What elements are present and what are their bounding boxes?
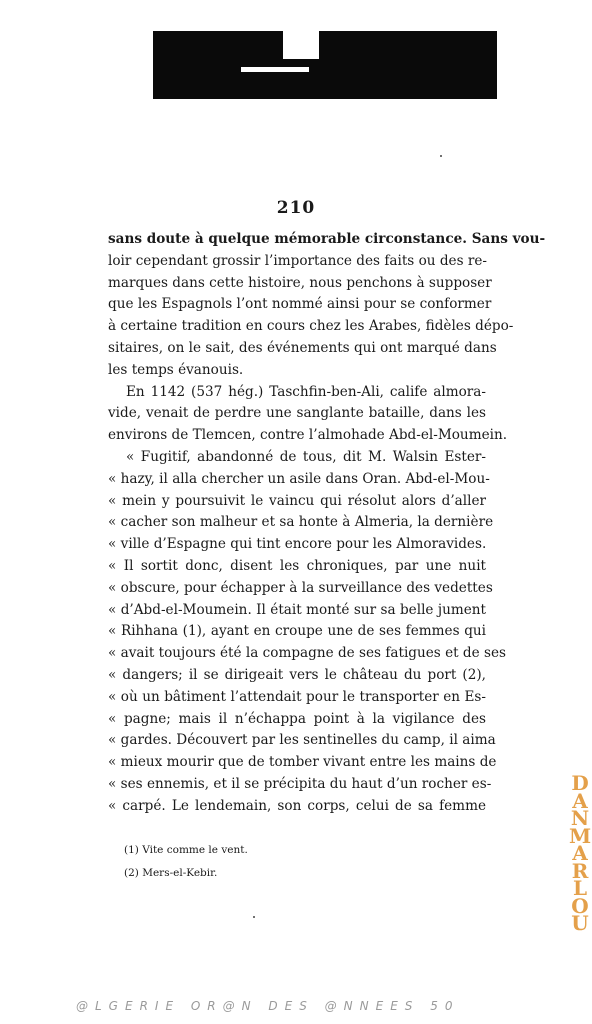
text-line: En 1142 (537 hég.) Taschfin-ben-Ali, calife almora- <box>126 383 486 400</box>
quote-line: « cacher son malheur et sa honte à Almeria, la dernière <box>108 514 494 531</box>
quote-line: « avait toujours été la compagne de ses fatigues et de ses <box>108 645 506 662</box>
redacted-header-block <box>153 31 497 99</box>
quote-line: « où un bâtiment l’attendait pour le transporter en Es- <box>108 688 486 705</box>
quote-line: « Il sortit donc, disent les chroniques, par une nuit <box>108 557 486 574</box>
text-line: à certaine tradition en cours chez les Arabes, fidèles dépo- <box>108 318 514 335</box>
footnotes <box>124 839 424 885</box>
footnote: (1) Vite comme le vent. <box>124 844 248 856</box>
quote-line: « dangers; il se dirigeait vers le château du port (2), <box>108 666 486 683</box>
text-line: sitaires, on le sait, des événements qui ont marqué dans <box>108 339 497 356</box>
text-line: marques dans cette histoire, nous penchons à supposer <box>108 274 492 291</box>
footer-watermark: @LGERIE OR@N DES @NNEES 50 <box>76 999 460 1013</box>
quote-line: « hazy, il alla chercher un asile dans Oran. Abd-el-Mou- <box>108 470 490 487</box>
quote-line: « ses ennemis, et il se précipita du haut d’un rocher es- <box>108 775 492 792</box>
text-line: que les Espagnols l’ont nommé ainsi pour se conformer <box>108 296 492 313</box>
quote-line: « Fugitif, abandonné de tous, dit M. Walsin Ester- <box>126 448 486 465</box>
scan-speck <box>253 916 255 918</box>
quote-line: « carpé. Le lendemain, son corps, celui de sa femme <box>108 797 486 814</box>
page-number: 210 <box>276 198 316 218</box>
footnote: (2) Mers-el-Kebir. <box>124 867 218 879</box>
text-line: les temps évanouis. <box>108 361 244 378</box>
text-line: sans doute à quelque mémorable circonstance. Sans vou- <box>108 231 546 247</box>
text-line: environs de Tlemcen, contre l’almohade Abd-el-Moumein. <box>108 427 508 444</box>
quote-line: « Rihhana (1), ayant en croupe une de ses femmes qui <box>108 623 486 640</box>
quote-line: « ville d’Espagne qui tint encore pour les Almoravides. <box>108 536 487 553</box>
quote-line: « mieux mourir que de tomber vivant entre les mains de <box>108 754 497 771</box>
quote-line: « gardes. Découvert par les sentinelles du camp, il aima <box>108 732 496 749</box>
redaction-notch <box>283 31 319 59</box>
quote-line: « mein y poursuivit le vaincu qui résolut alors d’aller <box>108 492 486 509</box>
redaction-dash <box>241 67 309 72</box>
text-line: loir cependant grossir l’importance des faits ou des re- <box>108 252 488 269</box>
quote-line: « obscure, pour échapper à la surveillance des vedettes <box>108 579 493 596</box>
quote-line: « d’Abd-el-Moumein. Il était monté sur sa belle jument <box>108 601 486 618</box>
vertical-watermark: DANMARLOU <box>569 771 592 935</box>
text-line: vide, venait de perdre une sanglante bataille, dans les <box>108 405 486 422</box>
body-text <box>108 229 546 818</box>
scan-speck <box>440 155 442 157</box>
quote-line: « pagne; mais il n’échappa point à la vigilance des <box>108 710 486 727</box>
